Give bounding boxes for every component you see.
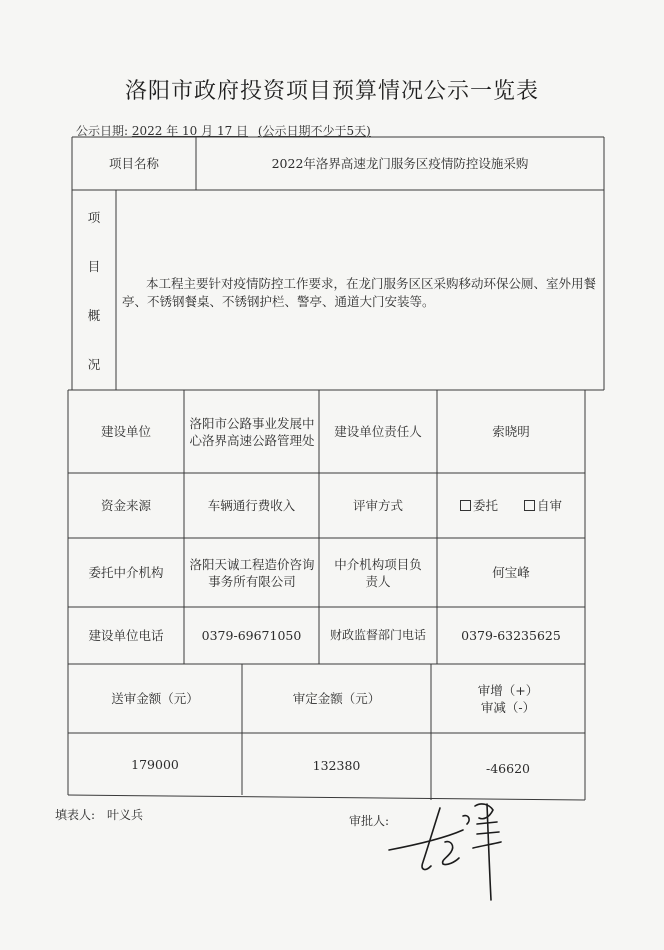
project-name-label: 项目名称: [108, 156, 159, 171]
review-option-self[interactable]: [524, 497, 562, 514]
filler: [55, 806, 143, 823]
overview-label-char: 况: [87, 357, 101, 372]
approver-label: 审批人:: [349, 814, 390, 828]
unit-manager-value: 索晓明: [492, 424, 530, 439]
overview-label: [72, 196, 116, 386]
construction-unit-value: 洛阳市公路事业发展中心洛界高速公路管理处: [189, 415, 315, 448]
agency-manager-value: 何宝峰: [492, 565, 530, 580]
approved-amount-label: 审定金额（元）: [292, 691, 381, 706]
submitted-amount-value: 179000: [131, 756, 179, 772]
review-method-label: 评审方式: [352, 498, 403, 513]
change-decrease-label: 审减（-）: [480, 699, 536, 715]
overview-text: 本工程主要针对疫情防控工作要求，在龙门服务区区采购移动环保公厕、室外用餐亭、不锈钢餐桌、不锈钢护栏、警亭、通道大门安装等。: [122, 276, 597, 309]
finance-phone-label: 财政监督部门电话: [329, 628, 426, 642]
publish-date-value: 2022 年 10 月 17 日: [131, 124, 249, 138]
overview-label-char: 项: [87, 210, 101, 225]
overview-label-char: 概: [87, 308, 101, 323]
review-option-entrust-label: 委托: [472, 498, 498, 513]
agency-manager-label: 中介机构项目负责人: [334, 556, 422, 589]
review-option-self-label: 自审: [537, 498, 563, 513]
checkbox-icon: [524, 500, 535, 511]
publish-date-label: 公示日期:: [76, 124, 129, 138]
unit-phone-label: 建设单位电话: [88, 628, 164, 643]
fund-source-value: 车辆通行费收入: [207, 498, 296, 513]
approved-amount-value: 132380: [312, 757, 361, 773]
finance-phone-value: 0379-63235625: [461, 628, 561, 643]
agency-value: 洛阳天诚工程造价咨询事务所有限公司: [189, 556, 315, 589]
unit-manager-label: 建设单位责任人: [334, 424, 422, 439]
review-option-entrust[interactable]: [460, 497, 498, 514]
page-title: 洛阳市政府投资项目预算情况公示一览表: [124, 79, 539, 104]
submitted-amount-label: 送审金额（元）: [111, 691, 199, 706]
filler-label: 填表人:: [55, 808, 96, 822]
project-name-value: 2022年洛界高速龙门服务区疫情防控设施采购: [271, 156, 529, 171]
change-amount-value: -46620: [486, 760, 530, 776]
unit-phone-value: 0379-69671050: [201, 628, 302, 643]
publish-date-note: (公示日期不少于5天): [257, 124, 371, 138]
checkbox-icon: [460, 500, 471, 511]
fund-source-label: 资金来源: [100, 498, 151, 513]
filler-name: 叶义兵: [107, 808, 144, 822]
change-increase-label: 审增（+）: [477, 682, 539, 698]
handwritten-signature: [385, 790, 525, 910]
overview-label-char: 目: [87, 259, 101, 274]
change-amount-label: [431, 664, 585, 733]
review-method-options: [437, 473, 585, 538]
construction-unit-label: 建设单位: [100, 424, 151, 439]
agency-label: 委托中介机构: [88, 565, 164, 580]
